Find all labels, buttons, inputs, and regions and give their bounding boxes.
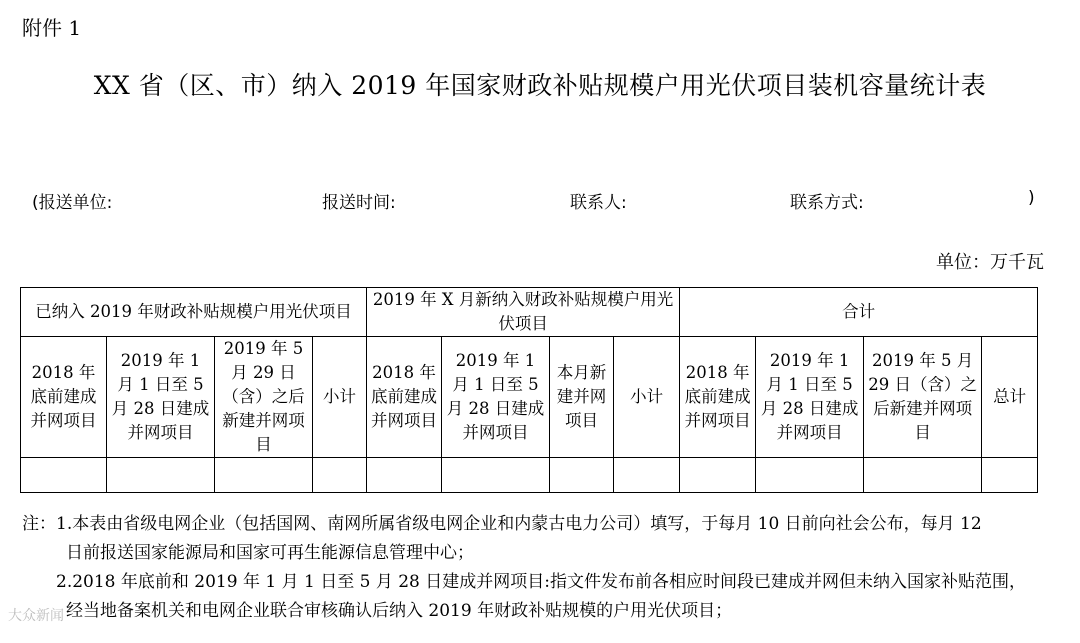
report-info-line	[32, 188, 1042, 212]
reporting-unit-label: (报送单位:	[32, 193, 113, 213]
table-cell	[313, 458, 367, 493]
group-header-new-month: 2019 年 X 月新纳入财政补贴规模户用光伏项目	[367, 288, 680, 337]
column-header: 2019 年 5 月 29 日（含）之后新建并网项目	[215, 337, 313, 458]
table-cell	[215, 458, 313, 493]
column-header: 2018 年底前建成并网项目	[680, 337, 756, 458]
table-row	[21, 458, 1038, 493]
table-cell	[756, 458, 864, 493]
column-header: 2019 年 5 月 29 日（含）之后新建并网项目	[864, 337, 982, 458]
capacity-statistics-table	[20, 287, 1038, 493]
unit-label: 单位：万千瓦	[936, 252, 1044, 273]
column-header: 2019 年 1 月 1 日至 5 月 28 日建成并网项目	[756, 337, 864, 458]
note-line: 2.2018 年底前和 2019 年 1 月 1 日至 5 月 28 日建成并网项目:指文件发布前各相应时间段已建成并网但未纳入国家补贴范围，	[56, 572, 1026, 592]
group-header-total: 合计	[680, 288, 1038, 337]
note-line: 注：1.本表由省级电网企业（包括国网、南网所属省级电网企业和内蒙古电力公司）填写，于每月 10 日前向社会公布，每月 12	[22, 514, 982, 534]
column-header: 小计	[313, 337, 367, 458]
table-cell	[864, 458, 982, 493]
attachment-label: 附件 1	[22, 16, 82, 40]
notes-section	[22, 510, 1052, 626]
table-cell	[550, 458, 614, 493]
column-header: 2018 年底前建成并网项目	[367, 337, 442, 458]
contact-method-label: 联系方式:	[790, 193, 864, 213]
column-header: 总计	[982, 337, 1038, 458]
table-cell	[107, 458, 215, 493]
note-line: 日前报送国家能源局和国家可再生能源信息管理中心；	[66, 543, 474, 563]
table-cell	[614, 458, 680, 493]
column-header: 小计	[614, 337, 680, 458]
report-time-label: 报送时间:	[322, 193, 396, 213]
contact-person-label: 联系人:	[570, 193, 627, 213]
note-line: 经当地备案机关和电网企业联合审核确认后纳入 2019 年财政补贴规模的户用光伏项目；	[66, 601, 733, 621]
column-header: 2018 年底前建成并网项目	[21, 337, 107, 458]
page-title: XX 省（区、市）纳入 2019 年国家财政补贴规模户用光伏项目装机容量统计表	[93, 71, 987, 100]
table-cell	[680, 458, 756, 493]
column-header: 2019 年 1 月 1 日至 5 月 28 日建成并网项目	[442, 337, 550, 458]
column-header: 本月新建并网项目	[550, 337, 614, 458]
table-cell	[982, 458, 1038, 493]
watermark: 大众新闻	[8, 608, 64, 624]
column-header: 2019 年 1 月 1 日至 5 月 28 日建成并网项目	[107, 337, 215, 458]
table-cell	[367, 458, 442, 493]
close-paren: )	[1028, 188, 1035, 208]
group-header-included: 已纳入 2019 年财政补贴规模户用光伏项目	[21, 288, 367, 337]
table-cell	[442, 458, 550, 493]
table-cell	[21, 458, 107, 493]
